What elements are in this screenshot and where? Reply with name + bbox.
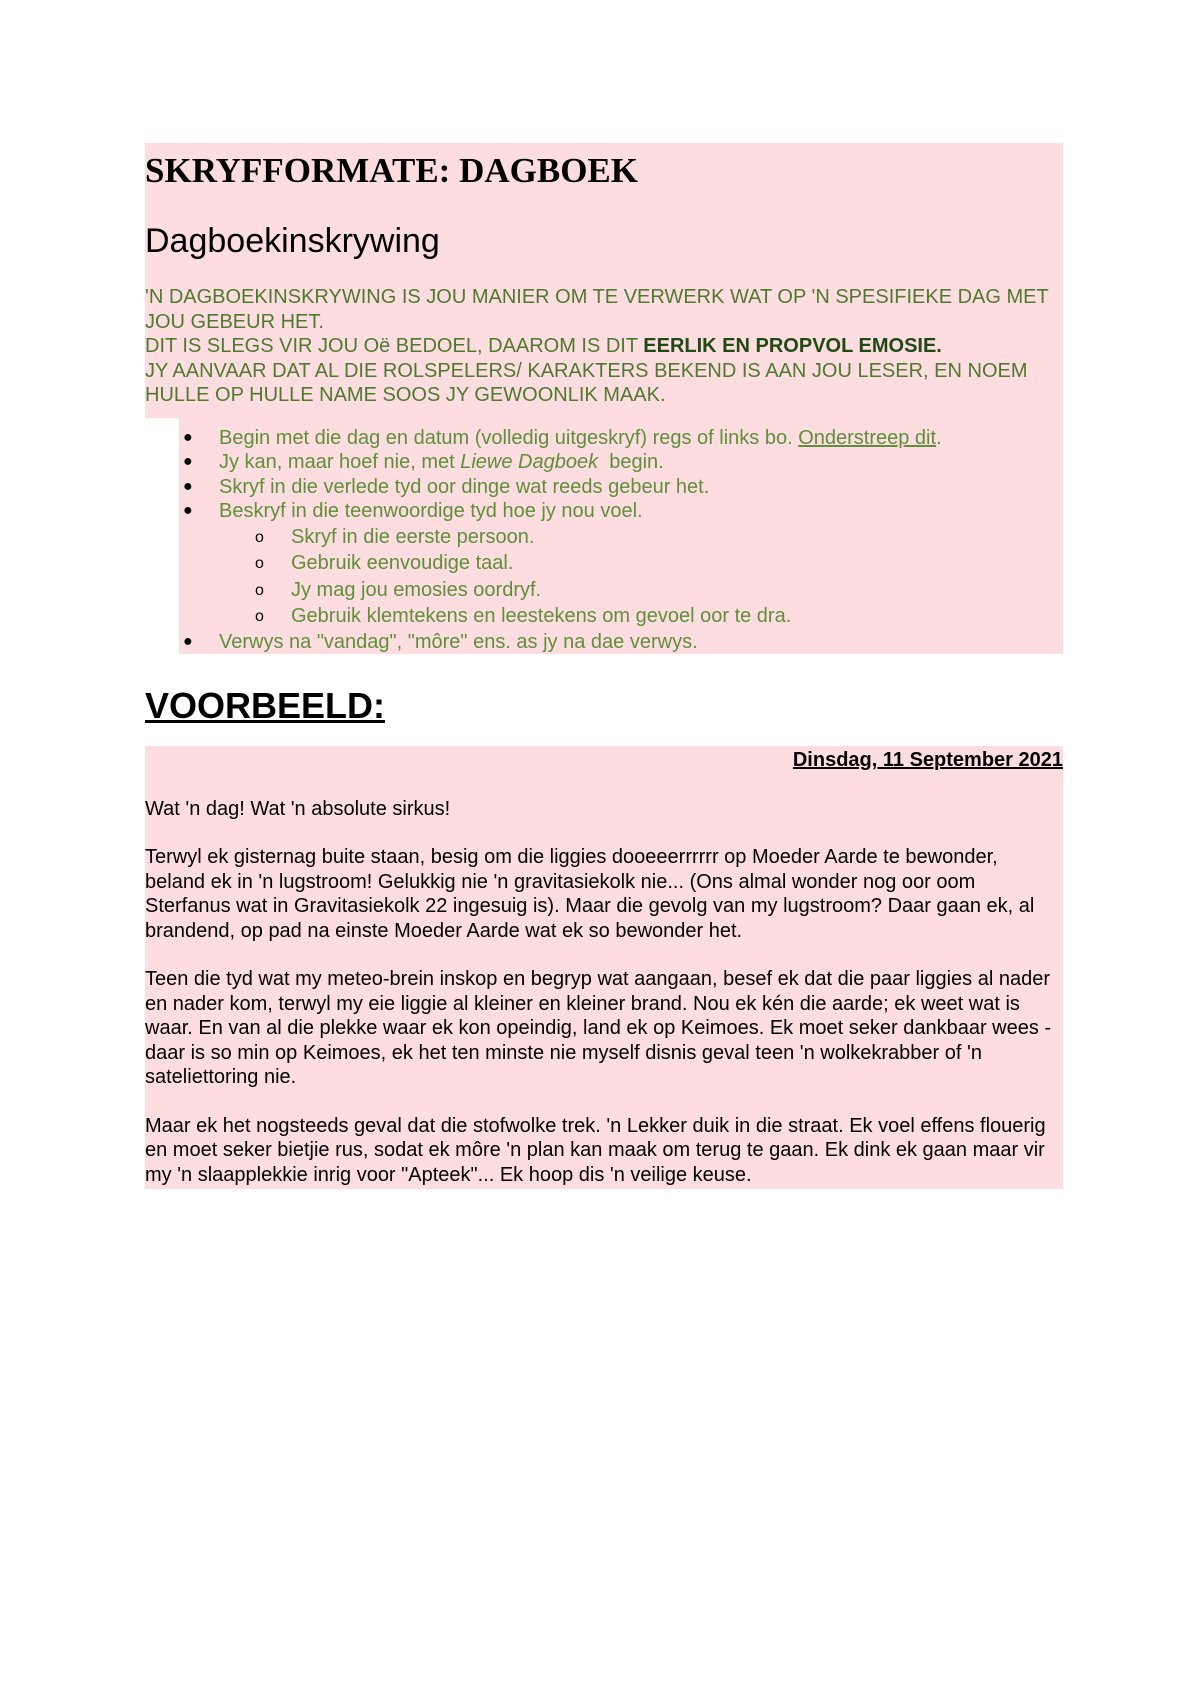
intro-emphasis: EERLIK EN PROPVOL EMOSIE. [643, 335, 942, 357]
hollow-circle-bullet-icon: o [255, 581, 264, 599]
rule-1-text: Begin met die dag en datum (volledig uitgeskryf) regs of links bo. [219, 426, 799, 449]
list-item [145, 475, 1063, 500]
example-heading: VOORBEELD: [145, 685, 386, 726]
list-item [145, 426, 1063, 451]
document-subtitle: Dagboekinskrywing [145, 222, 440, 260]
sub-rule-text: Gebruik klemtekens en leestekens om gevoel oor te dra. [291, 605, 792, 627]
hollow-circle-bullet-icon: o [255, 555, 264, 572]
entry-paragraph-1: Wat 'n dag! Wat 'n absolute sirkus! [145, 797, 451, 820]
rule-4-text: Beskryf in die teenwoordige tyd hoe jy nou voel. [219, 500, 643, 522]
filled-bullet-icon: ● [183, 632, 193, 650]
hollow-circle-bullet-icon: o [255, 608, 264, 625]
rule-2-italic: Liewe Dagboek [460, 451, 599, 473]
sub-rule-text: Jy mag jou emosies oordryf. [291, 578, 542, 601]
filled-bullet-icon: ● [183, 453, 193, 470]
filled-bullet-icon: ● [183, 502, 193, 519]
rule-2-end: begin. [598, 451, 664, 473]
list-item [145, 499, 1063, 630]
rules-list [145, 418, 1063, 655]
filled-bullet-icon: ● [183, 428, 193, 446]
rule-3-text: Skryf in die verlede tyd oor dinge wat reeds gebeur het. [219, 475, 710, 498]
sub-rule-text: Skryf in die eerste persoon. [291, 525, 535, 548]
document-page [145, 143, 1063, 1189]
intro-line-3: JY AANVAAR DAT AL DIE ROLSPELERS/ KARAKTERS BEKEND IS AAN JOU LESER, EN NOEM HULLE OP HULLE NAME SOOS JY GEWOONLIK MAAK. [145, 359, 1028, 406]
intro-line-2 [145, 334, 1063, 359]
intro-section [145, 143, 1063, 418]
list-item [145, 550, 1063, 577]
list-item [145, 603, 1063, 630]
intro-line-2-text: DIT IS SLEGS VIR JOU Oë BEDOEL, DAAROM IS DIT [145, 335, 644, 357]
intro-line-1: 'N DAGBOEKINSKRYWING IS JOU MANIER OM TE VERWERK WAT OP 'N SPESIFIEKE DAG MET JOU GEBEUR HET. [145, 286, 1049, 333]
rule-1-underlined: Onderstreep dit [798, 426, 937, 449]
entry-date: Dinsdag, 11 September 2021 [792, 749, 1063, 771]
rule-1-end: . [936, 426, 942, 449]
rule-2-text: Jy kan, maar hoef nie, met [219, 451, 461, 473]
intro-text [145, 273, 1063, 418]
document-title: SKRYFFORMATE: DAGBOEK [145, 151, 638, 190]
filled-bullet-icon: ● [183, 477, 193, 495]
list-item [145, 524, 1063, 551]
list-item [145, 630, 1063, 655]
list-item [145, 450, 1063, 475]
sub-rules-list [219, 524, 1063, 630]
rule-5-text: Verwys na "vandag", "môre" ens. as jy na dae verwys. [219, 630, 698, 653]
list-item [145, 577, 1063, 604]
hollow-circle-bullet-icon: o [255, 528, 264, 546]
entry-paragraph-4: Maar ek het nogsteeds geval dat die stofwolke trek. 'n Lekker duik in die straat. Ek voel effens flouerig en moet seker bietjie rus, sodat ek môre 'n plan kan maak om terug te gaan. Ek dink ek gaan maar vir my 'n slaapplekkie inrig voor "Apteek"... Ek hoop dis 'n veilige keuse. [145, 1114, 1046, 1186]
entry-paragraph-2: Terwyl ek gisternag buite staan, besig om die liggies dooeeerrrrrr op Moeder Aarde te bewonder, beland ek in 'n lugstroom! Gelukkig nie 'n gravitasiekolk nie... (Ons almal wonder nog oor oom Sterfanus wat in Gravitasiekolk 22 ingesuig is). Maar die gevolg van my lugstroom? Daar gaan ek, al brandend, op pad na einste Moeder Aarde wat ek so bewonder het. [145, 846, 1035, 942]
sub-rule-text: Gebruik eenvoudige taal. [291, 552, 514, 574]
entry-paragraph-3: Teen die tyd wat my meteo-brein inskop en begryp wat aangaan, besef ek dat die paar liggies al nader en nader kom, terwyl my eie liggie al kleiner en kleiner brand. Nou ek kén die aarde; ek weet wat is waar. En van al die plekke waar ek kon opeindig, land ek op Keimoes. Ek moet seker dankbaar wees - daar is so min op Keimoes, ek het ten minste nie myself disnis geval teen 'n wolkekrabber of 'n sateliettoring nie. [145, 968, 1052, 1088]
rules-section [179, 418, 1063, 655]
example-entry [145, 746, 1063, 1189]
